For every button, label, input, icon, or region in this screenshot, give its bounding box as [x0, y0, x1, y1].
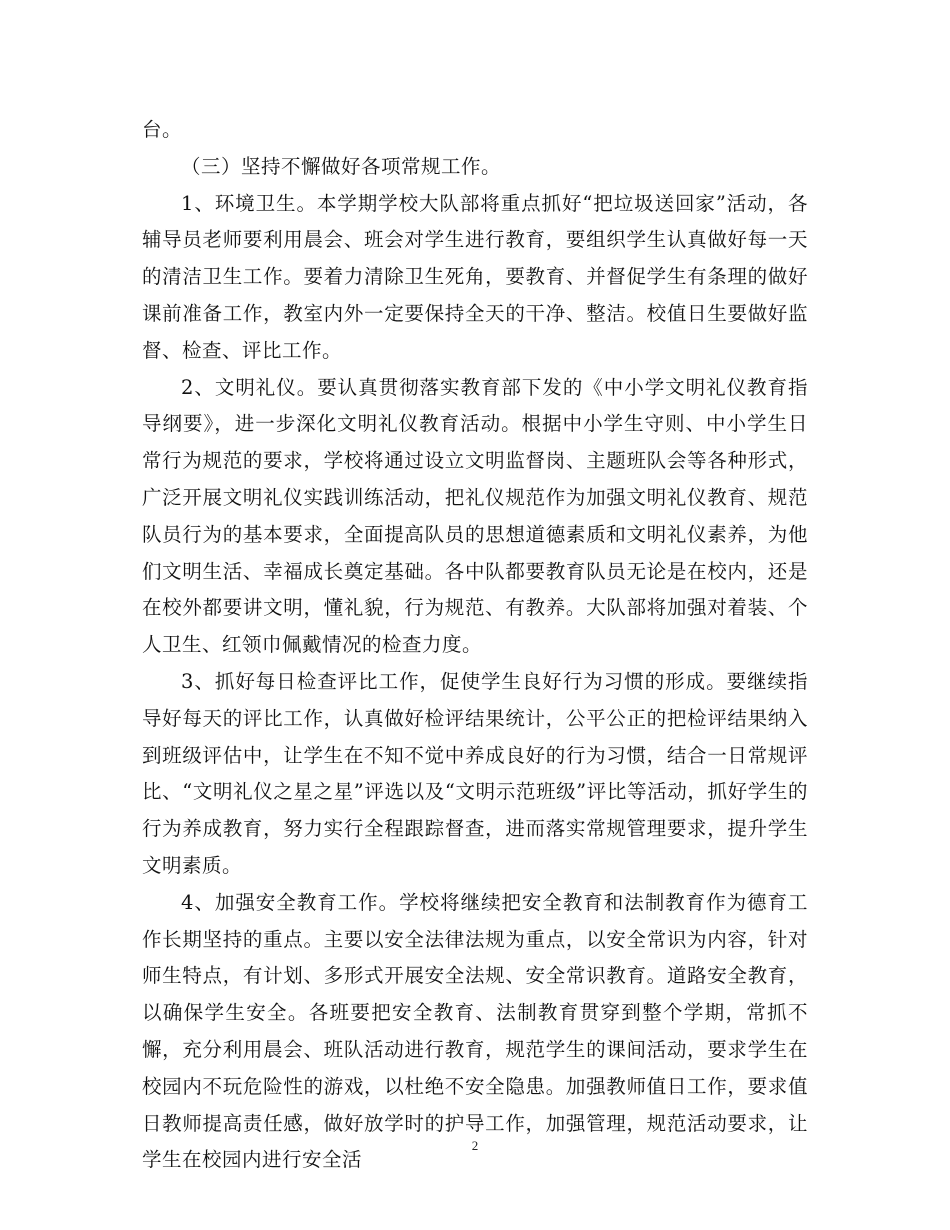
- paragraph-civility-etiquette: 2、文明礼仪。要认真贯彻落实教育部下发的《中小学文明礼仪教育指导纲要》，进一步深化文明礼仪教育活动。根据中小学生守则、中小学生日常行为规范的要求，学校将通过设立文明监督岗、主题班队会等各种形式，广泛开展文明礼仪实践训练活动，把礼仪规范作为加强文明礼仪教育、规范队员行为的基本要求，全面提高队员的思想道德素质和文明礼仪素养，为他们文明生活、幸福成长奠定基础。各中队都要教育队员无论是在校内，还是在校外都要讲文明，懂礼貌，行为规范、有教养。大队部将加强对着装、个人卫生、红领巾佩戴情况的检查力度。: [142, 375, 808, 657]
- page-number: 2: [471, 1138, 479, 1153]
- paragraph-continuation: 台。: [142, 118, 183, 141]
- paragraph-environment-hygiene: 1、环境卫生。本学期学校大队部将重点抓好“把垃圾送回家”活动，各辅导员老师要利用晨会、班会对学生进行教育，要组织学生认真做好每一天的清洁卫生工作。要着力清除卫生死角，要教育、并督促学生有条理的做好课前准备工作，教室内外一定要保持全天的干净、整洁。校值日生要做好监督、检查、评比工作。: [142, 191, 808, 362]
- section-heading: （三）坚持不懈做好各项常规工作。: [181, 154, 502, 178]
- paragraph-safety-education: 4、加强安全教育工作。学校将继续把安全教育和法制教育作为德育工作长期坚持的重点。主要以安全法律法规为重点，以安全常识为内容，针对师生特点，有计划、多形式开展安全法规、安全常识教育。道路安全教育，以确保学生安全。各班要把安全教育、法制教育贯穿到整个学期，常抓不懈，充分利用晨会、班队活动进行教育，规范学生的课间活动，要求学生在校园内不玩危险性的游戏，以杜绝不安全隐患。加强教师值日工作，要求值日教师提高责任感，做好放学时的护导工作，加强管理，规范活动要求，让学生在校园内进行安全活: [142, 890, 808, 1172]
- page-body: [142, 112, 808, 1179]
- paragraph-daily-inspection: 3、抓好每日检查评比工作，促使学生良好行为习惯的形成。要继续指导好每天的评比工作，认真做好检评结果统计，公平公正的把检评结果纳入到班级评估中，让学生在不知不觉中养成良好的行为习惯，结合一日常规评比、“文明礼仪之星之星”评选以及“文明示范班级”评比等活动，抓好学生的行为养成教育，努力实行全程跟踪督查，进而落实常规管理要求，提升学生文明素质。: [142, 669, 808, 877]
